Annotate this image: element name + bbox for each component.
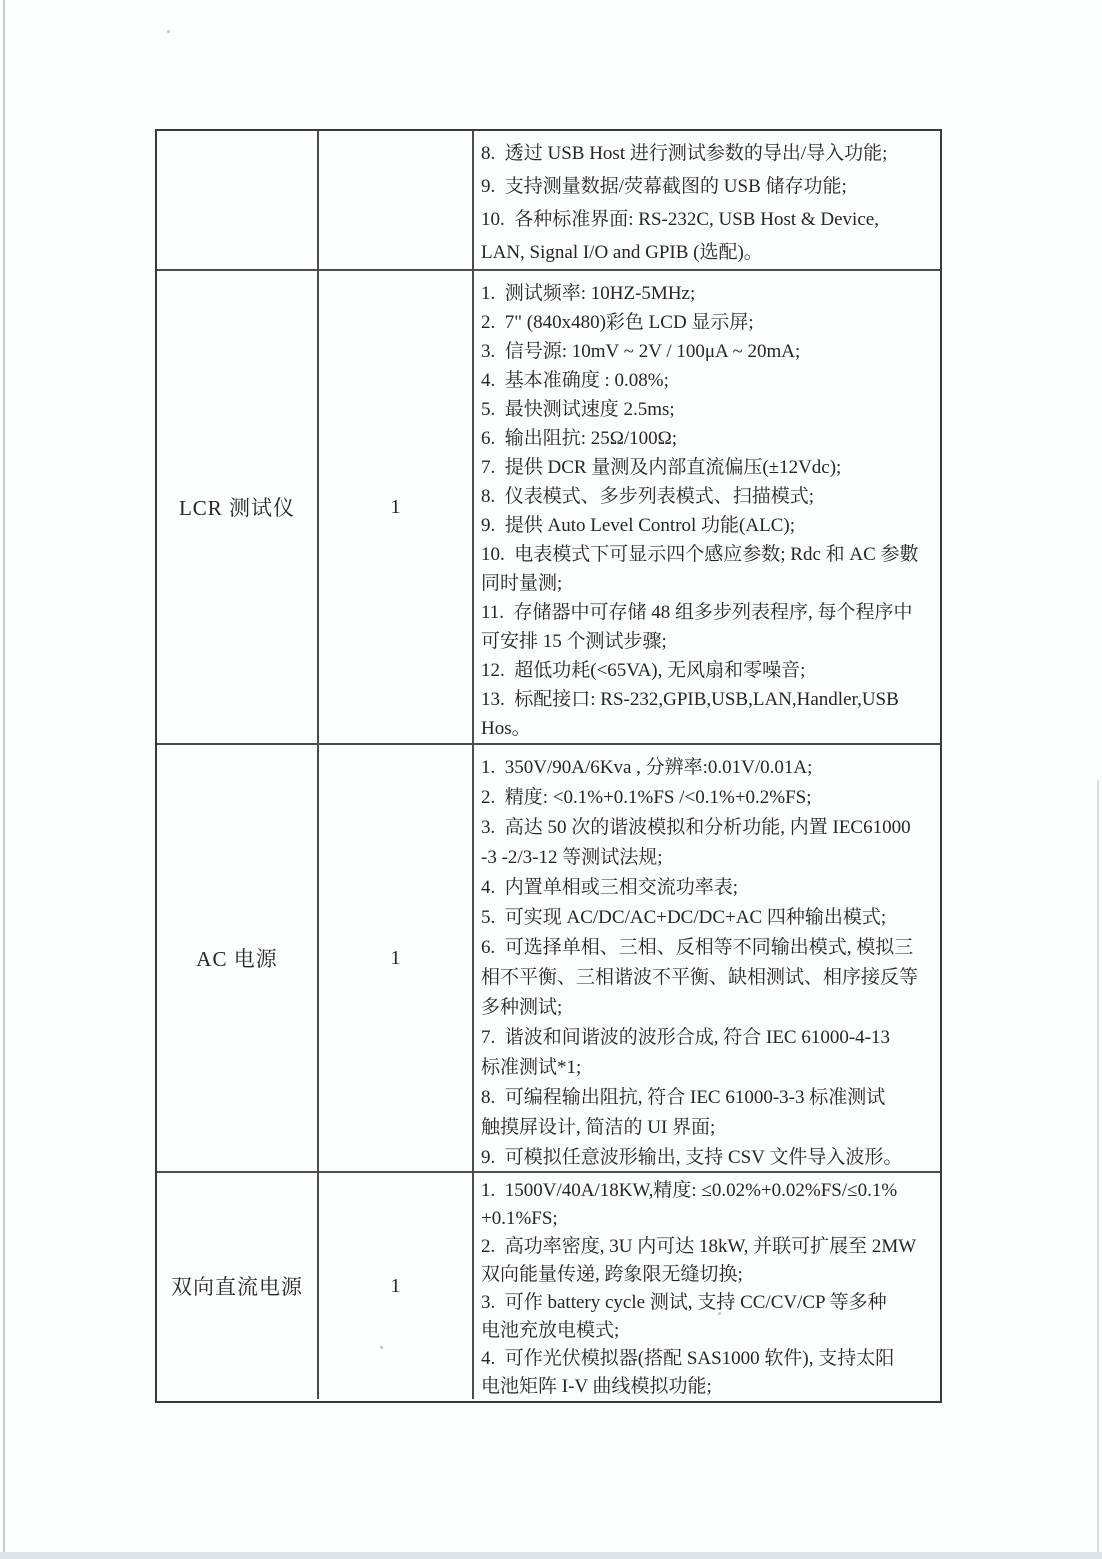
spec-line: 3. 高达 50 次的谐波模拟和分析功能, 内置 IEC61000: [481, 817, 911, 838]
spec-line: -3 -2/3-12 等测试法规;: [481, 847, 663, 868]
table-row: [157, 745, 940, 1173]
spec-line: 5. 可实现 AC/DC/AC+DC/DC+AC 四种输出模式;: [481, 907, 887, 928]
item-name-cell: AC 电源: [157, 745, 319, 1171]
spec-line: 3. 信号源: 10mV ~ 2V / 100μA ~ 20mA;: [481, 341, 801, 362]
spec-line: LAN, Signal I/O and GPIB (选配)。: [481, 242, 763, 263]
spec-line: 1. 测试频率: 10HZ-5MHz;: [481, 283, 696, 304]
spec-line: 13. 标配接口: RS-232,GPIB,USB,LAN,Handler,USB: [481, 689, 899, 710]
spec-line: Hos。: [481, 718, 531, 739]
spec-line: 4. 基本准确度 : 0.08%;: [481, 370, 669, 391]
quantity-cell: 1: [319, 271, 474, 743]
spec-line: 11. 存储器中可存储 48 组多步列表程序, 每个程序中: [481, 602, 913, 623]
quantity-cell: [319, 131, 474, 269]
scan-edge-artifact-left: [3, 0, 5, 1559]
specifications-cell: [474, 131, 940, 269]
scan-edge-artifact-right: [1097, 780, 1099, 1559]
spec-line: 1. 1500V/40A/18KW,精度: ≤0.02%+0.02%FS/≤0.1%: [481, 1180, 898, 1201]
item-name-cell: 双向直流电源: [157, 1173, 319, 1399]
quantity-cell: 1: [319, 1173, 474, 1399]
table-row: [157, 271, 940, 745]
spec-line: 电池矩阵 I-V 曲线模拟功能;: [481, 1376, 712, 1397]
spec-line: 8. 透过 USB Host 进行测试参数的导出/导入功能;: [481, 143, 888, 164]
spec-line: 相不平衡、三相谐波不平衡、缺相测试、相序接反等: [481, 967, 919, 988]
spec-line: 8. 仪表模式、多步列表模式、扫描模式;: [481, 486, 815, 507]
spec-line: +0.1%FS;: [481, 1208, 558, 1229]
spec-line: 标准测试*1;: [481, 1057, 582, 1078]
spec-line: 9. 支持测量数据/荧幕截图的 USB 储存功能;: [481, 176, 847, 197]
item-name-cell: [157, 131, 319, 269]
spec-line: 触摸屏设计, 简洁的 UI 界面;: [481, 1117, 716, 1138]
table-row: [157, 131, 940, 271]
spec-line: 电池充放电模式;: [481, 1320, 620, 1341]
spec-line: 10. 电表模式下可显示四个感应参数; Rdc 和 AC 参數: [481, 544, 919, 565]
spec-line: 12. 超低功耗(<65VA), 无风扇和零噪音;: [481, 660, 806, 681]
equipment-spec-table: [155, 129, 942, 1403]
spec-line: 7. 谐波和间谐波的波形合成, 符合 IEC 61000-4-13: [481, 1027, 891, 1048]
spec-line: 同时量测;: [481, 573, 563, 594]
spec-line: 4. 可作光伏模拟器(搭配 SAS1000 软件), 支持太阳: [481, 1348, 895, 1369]
spec-line: 7. 提供 DCR 量测及内部直流偏压(±12Vdc);: [481, 457, 842, 478]
table-row: [157, 1173, 940, 1399]
scan-edge-artifact-bottom: [0, 1552, 1102, 1559]
spec-line: 6. 可选择单相、三相、反相等不同输出模式, 模拟三: [481, 937, 914, 958]
spec-line: 2. 高功率密度, 3U 内可达 18kW, 并联可扩展至 2MW: [481, 1236, 917, 1257]
spec-line: 4. 内置单相或三相交流功率表;: [481, 877, 739, 898]
specifications-cell: [474, 745, 940, 1171]
quantity-cell: 1: [319, 745, 474, 1171]
spec-line: 双向能量传递, 跨象限无缝切换;: [481, 1264, 743, 1285]
specifications-cell: [474, 1173, 940, 1399]
spec-line: 6. 输出阻抗: 25Ω/100Ω;: [481, 428, 678, 449]
scan-speck: [167, 30, 170, 33]
spec-line: 8. 可编程输出阻抗, 符合 IEC 61000-3-3 标准测试: [481, 1087, 886, 1108]
item-name-cell: LCR 测试仪: [157, 271, 319, 743]
spec-line: 2. 精度: <0.1%+0.1%FS /<0.1%+0.2%FS;: [481, 787, 812, 808]
spec-line: 2. 7" (840x480)彩色 LCD 显示屏;: [481, 312, 754, 333]
spec-line: 1. 350V/90A/6Kva , 分辨率:0.01V/0.01A;: [481, 757, 813, 778]
specifications-cell: [474, 271, 940, 743]
spec-line: 3. 可作 battery cycle 测试, 支持 CC/CV/CP 等多种: [481, 1292, 887, 1313]
spec-line: 9. 提供 Auto Level Control 功能(ALC);: [481, 515, 795, 536]
spec-line: 10. 各种标准界面: RS-232C, USB Host & Device,: [481, 209, 879, 230]
spec-line: 多种测试;: [481, 997, 563, 1018]
spec-line: 可安排 15 个测试步骤;: [481, 631, 667, 652]
spec-line: 9. 可模拟任意波形输出, 支持 CSV 文件导入波形。: [481, 1147, 903, 1168]
spec-line: 5. 最快测试速度 2.5ms;: [481, 399, 675, 420]
